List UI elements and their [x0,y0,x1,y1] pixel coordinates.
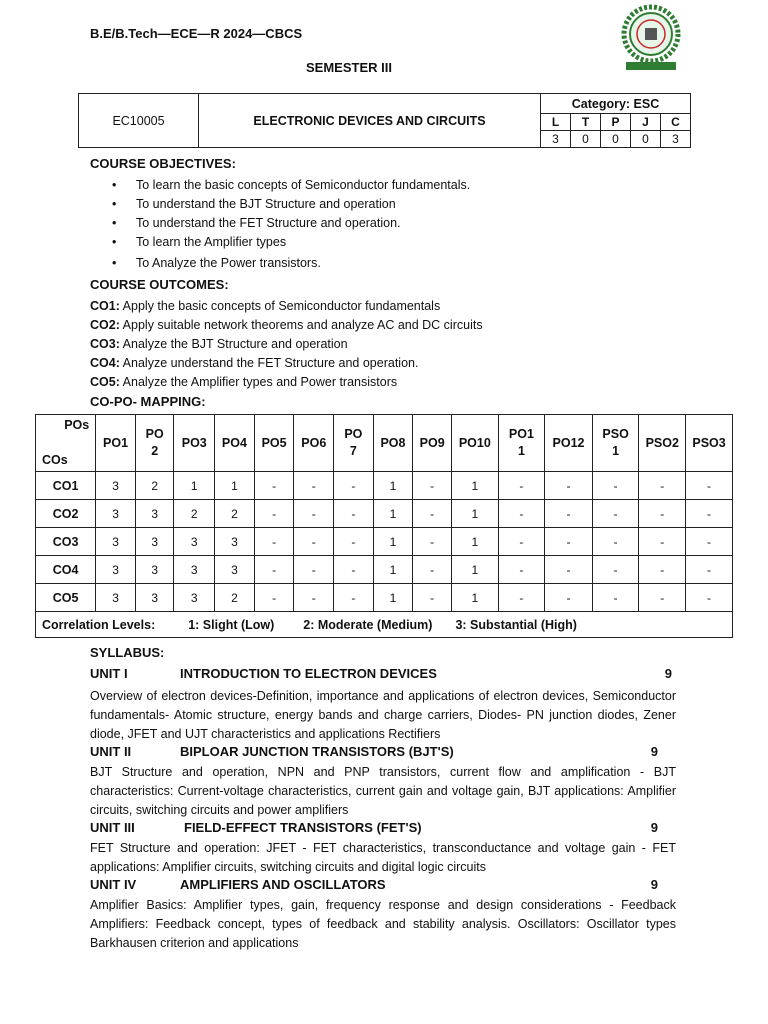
mapping-cell: 3 [135,500,174,528]
corner-cos: COs [42,453,68,467]
unit-title: AMPLIFIERS AND OSCILLATORS [180,877,386,892]
outcome-code: CO3: [90,337,120,351]
unit-hours: 9 [650,820,658,835]
unit-number: UNIT II [90,744,132,759]
outcome-item [90,356,418,370]
objective-item [112,216,401,230]
course-code: EC10005 [79,94,199,148]
correlation-level-3: 3: Substantial (High) [455,617,577,632]
mapping-col-header: PSO3 [686,415,733,472]
mapping-cell: - [294,556,334,584]
mapping-cell: 3 [96,556,136,584]
mapping-col-header: PO9 [413,415,452,472]
objective-item [112,197,396,211]
mapping-cell: - [639,584,686,612]
mapping-col-header: PSO2 [639,415,686,472]
mapping-cell: - [294,528,334,556]
mapping-row-co: CO3 [36,528,96,556]
ltpjc-value-l: 3 [541,131,571,148]
mapping-cell: 1 [452,500,499,528]
mapping-cell: - [686,528,733,556]
unit-content: FET Structure and operation: JFET - FET characteristics, transconductance and voltage gain - FET applications: Amplifier circuits, switching circuits and digital logic circuits [90,841,676,874]
mapping-cell: - [413,584,452,612]
ltpjc-label-c: C [661,114,691,131]
mapping-col-header: PO12 [545,415,593,472]
mapping-cell: - [592,556,639,584]
mapping-row [36,500,733,528]
unit-number: UNIT III [90,820,135,835]
corner-pos: POs [64,418,90,432]
ltpjc-value-c: 3 [661,131,691,148]
mapping-cell: 1 [373,500,413,528]
mapping-cell: 3 [174,584,215,612]
mapping-cell: 2 [215,500,255,528]
mapping-heading: CO-PO- MAPPING: [90,394,206,409]
mapping-col-header: PSO 1 [592,415,639,472]
co-po-mapping-table [35,414,733,638]
semester-title: SEMESTER III [306,60,392,75]
mapping-row [36,556,733,584]
mapping-cell: - [254,528,294,556]
bullet-icon: • [112,256,117,270]
outcome-text: Apply suitable network theorems and analyze AC and DC circuits [122,318,483,332]
mapping-cell: 3 [135,556,174,584]
mapping-col-header: PO8 [373,415,413,472]
mapping-cell: 2 [174,500,215,528]
mapping-cell: - [498,584,545,612]
outcome-code: CO1: [90,299,120,313]
unit-title: BIPLOAR JUNCTION TRANSISTORS (BJT'S) [180,744,454,759]
mapping-cell: 3 [135,528,174,556]
ltpjc-label-p: P [601,114,631,131]
program-header: B.E/B.Tech—ECE—R 2024—CBCS [90,26,303,41]
outcome-item [90,318,483,332]
mapping-cell: - [639,500,686,528]
mapping-cell: - [294,584,334,612]
mapping-col-header: PO1 1 [498,415,545,472]
mapping-cell: 1 [452,584,499,612]
mapping-cell: - [592,472,639,500]
objective-text: To learn the Amplifier types [136,235,287,249]
mapping-cell: - [334,472,374,500]
mapping-cell: - [294,500,334,528]
mapping-cell: - [334,500,374,528]
mapping-row-co: CO1 [36,472,96,500]
mapping-cell: - [498,528,545,556]
unit-heading [90,820,676,838]
course-category: Category: ESC [541,94,691,114]
outcome-text: Analyze the BJT Structure and operation [122,337,348,351]
mapping-corner-cell [36,415,96,472]
mapping-cell: - [592,584,639,612]
unit-title: FIELD-EFFECT TRANSISTORS (FET'S) [184,820,422,835]
objective-text: To understand the FET Structure and operation. [136,216,401,230]
mapping-cell: - [498,556,545,584]
ltpjc-value-j: 0 [631,131,661,148]
mapping-cell: - [294,472,334,500]
mapping-cell: 1 [452,556,499,584]
unit-heading [90,877,676,895]
course-info-table [78,93,691,148]
mapping-col-header: PO 2 [135,415,174,472]
mapping-cell: 1 [373,584,413,612]
college-seal-icon [618,4,684,74]
mapping-cell: - [254,584,294,612]
mapping-cell: 3 [135,584,174,612]
mapping-cell: - [686,584,733,612]
outcome-item [90,375,397,389]
mapping-cell: - [334,556,374,584]
mapping-cell: 3 [96,472,136,500]
objective-item [112,178,470,192]
mapping-cell: - [254,500,294,528]
mapping-col-header: PO10 [452,415,499,472]
objective-text: To understand the BJT Structure and operation [136,197,396,211]
outcomes-heading: COURSE OUTCOMES: [90,277,229,292]
unit-content: Amplifier Basics: Amplifier types, gain, frequency response and design considerations - Feedback Amplifiers: Feedback concept, types of feedback and stability analysis. Oscillators: Oscillator types Barkhausen criterion and applications [90,898,676,950]
mapping-col-header: PO6 [294,415,334,472]
mapping-cell: 1 [452,472,499,500]
mapping-cell: 3 [215,556,255,584]
unit-number: UNIT I [90,666,128,681]
mapping-cell: 2 [215,584,255,612]
mapping-cell: 3 [174,556,215,584]
mapping-cell: 1 [373,556,413,584]
mapping-cell: - [254,472,294,500]
mapping-cell: - [413,472,452,500]
unit-hours: 9 [650,744,658,759]
mapping-cell: - [545,472,593,500]
mapping-col-header: PO3 [174,415,215,472]
mapping-cell: - [639,472,686,500]
mapping-cell: 3 [96,584,136,612]
unit-title: INTRODUCTION TO ELECTRON DEVICES [180,666,437,681]
outcome-text: Analyze the Amplifier types and Power transistors [122,375,398,389]
outcome-code: CO5: [90,375,120,389]
correlation-level-1: 1: Slight (Low) [188,617,275,632]
mapping-cell: 3 [96,500,136,528]
mapping-cell: 1 [373,472,413,500]
mapping-cell: 3 [174,528,215,556]
bullet-icon: • [112,197,117,211]
course-title: ELECTRONIC DEVICES AND CIRCUITS [199,94,541,148]
mapping-cell: - [686,472,733,500]
mapping-cell: 3 [215,528,255,556]
unit-hours: 9 [650,877,658,892]
mapping-cell: - [334,584,374,612]
objective-text: To Analyze the Power transistors. [136,256,321,270]
unit-heading [90,744,676,762]
mapping-col-header: PO5 [254,415,294,472]
mapping-row-co: CO5 [36,584,96,612]
correlation-levels [36,612,733,638]
syllabus-heading: SYLLABUS: [90,645,165,660]
mapping-cell: - [498,472,545,500]
mapping-cell: - [413,556,452,584]
mapping-cell: - [545,500,593,528]
mapping-cell: 2 [135,472,174,500]
ltpjc-value-p: 0 [601,131,631,148]
mapping-cell: - [545,584,593,612]
ltpjc-label-t: T [571,114,601,131]
outcome-text: Analyze understand the FET Structure and operation. [122,356,419,370]
unit-hours: 9 [664,666,672,681]
mapping-cell: - [413,528,452,556]
mapping-row [36,584,733,612]
mapping-cell: - [639,556,686,584]
unit-content: Overview of electron devices-Definition, importance and applications of electron devices, Semiconductor fundamentals- Atomic structure, energy bands and charge carriers, Diodes- PN junction diodes, Zener diode, JFET and UJT characteristics and applications Rectifiers [90,689,676,741]
mapping-cell: - [592,528,639,556]
mapping-cell: - [498,500,545,528]
mapping-cell: - [639,528,686,556]
mapping-cell: - [413,500,452,528]
mapping-cell: - [254,556,294,584]
mapping-row-co: CO2 [36,500,96,528]
ltpjc-label-l: L [541,114,571,131]
mapping-cell: - [592,500,639,528]
mapping-cell: 1 [452,528,499,556]
mapping-row [36,472,733,500]
objective-item [112,235,286,249]
mapping-row-co: CO4 [36,556,96,584]
objective-text: To learn the basic concepts of Semiconductor fundamentals. [136,178,471,192]
correlation-level-2: 2: Moderate (Medium) [303,617,433,632]
outcome-code: CO2: [90,318,120,332]
bullet-icon: • [112,235,117,249]
mapping-cell: 3 [96,528,136,556]
mapping-cell: - [545,556,593,584]
ltpjc-label-j: J [631,114,661,131]
mapping-cell: - [686,500,733,528]
correlation-label: Correlation Levels: [42,617,156,632]
outcome-item [90,337,348,351]
outcome-code: CO4: [90,356,120,370]
mapping-row [36,528,733,556]
bullet-icon: • [112,216,117,230]
mapping-cell: 1 [215,472,255,500]
mapping-col-header: PO 7 [334,415,374,472]
objective-item [112,256,321,270]
mapping-cell: - [686,556,733,584]
unit-content: BJT Structure and operation, NPN and PNP transistors, current flow and amplification - BJT characteristics: Current-voltage characteristics, current gain and voltage gain, BJT applications: Amplifier circuits, switching circuits and power amplifiers [90,765,676,817]
unit-number: UNIT IV [90,877,137,892]
bullet-icon: • [112,178,117,192]
objectives-heading: COURSE OBJECTIVES: [90,156,236,171]
ltpjc-value-t: 0 [571,131,601,148]
mapping-col-header: PO4 [215,415,255,472]
mapping-col-header: PO1 [96,415,136,472]
mapping-cell: - [334,528,374,556]
mapping-cell: 1 [373,528,413,556]
outcome-item [90,299,440,313]
mapping-cell: 1 [174,472,215,500]
unit-heading [90,666,676,684]
mapping-cell: - [545,528,593,556]
outcome-text: Apply the basic concepts of Semiconductor fundamentals [122,299,441,313]
